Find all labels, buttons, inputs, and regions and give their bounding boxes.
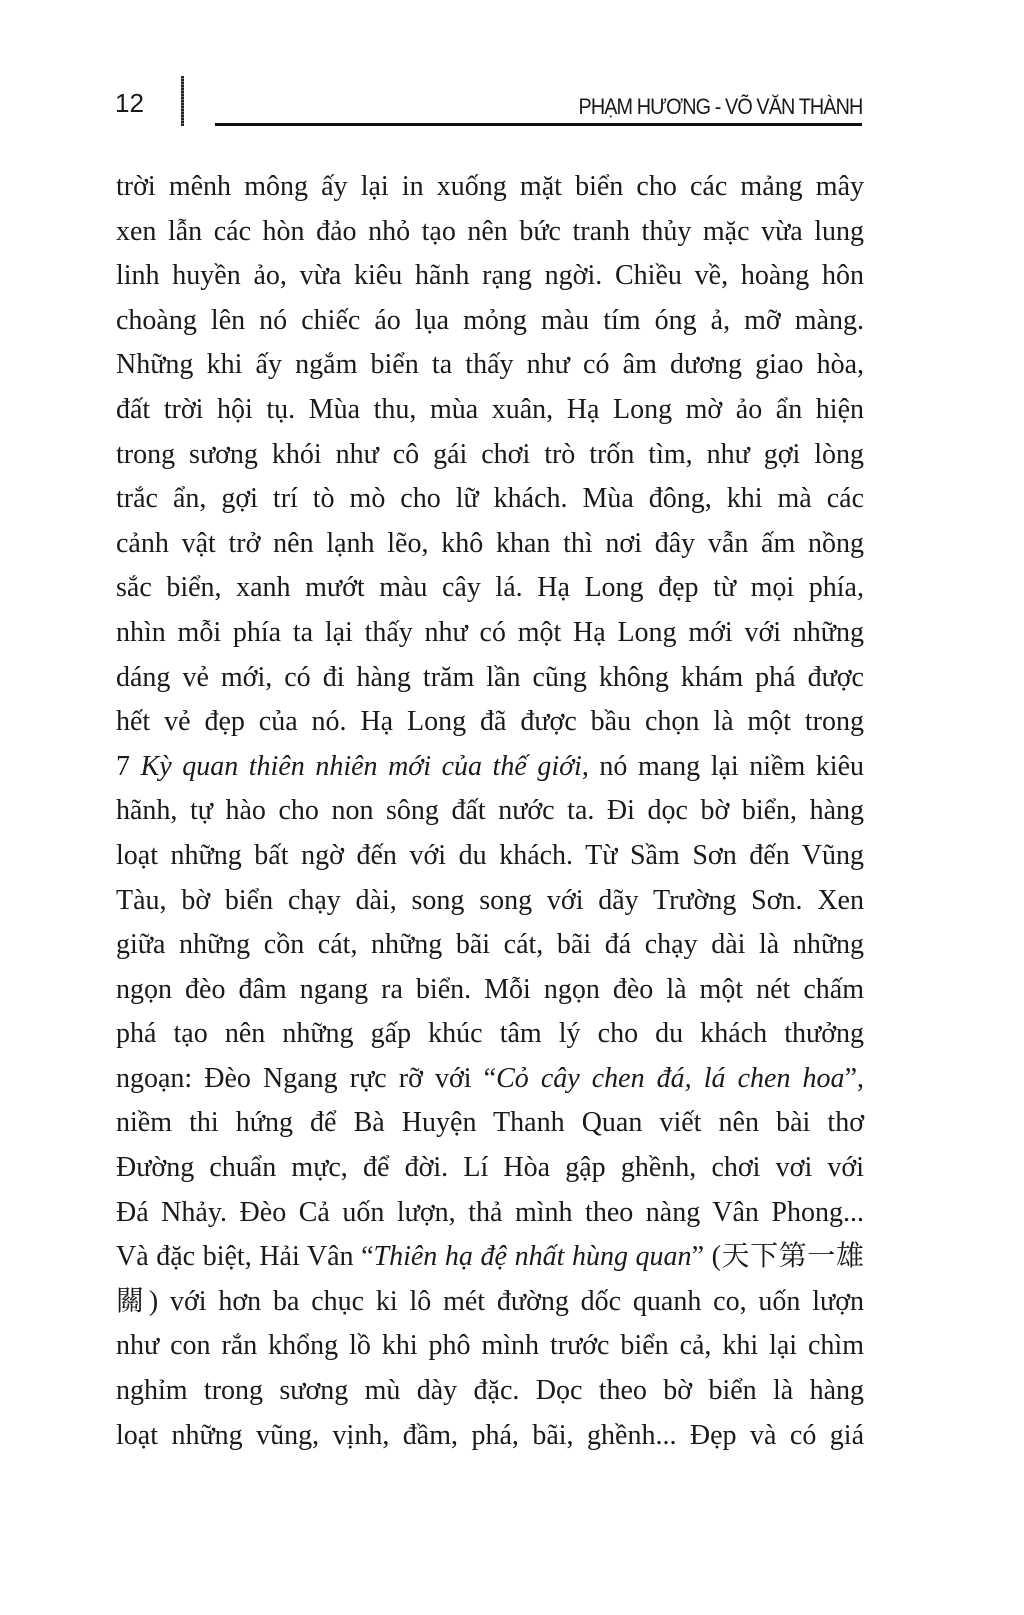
text-segment: choàng lên nó chiếc áo lụa mỏng màu tím óng ả, mỡ màng. xyxy=(116,304,864,336)
text-segment: ngọn đèo đâm ngang ra biển. Mỗi ngọn đèo là một nét chấm xyxy=(116,973,864,1005)
text-segment: hãnh, tự hào cho non sông đất nước ta. Đi dọc bờ biển, hàng xyxy=(116,795,864,827)
text-line xyxy=(116,789,864,834)
text-line xyxy=(116,343,864,388)
text-segment: nhìn mỗi phía ta lại thấy như có một Hạ Long mới với những xyxy=(116,616,864,648)
text-segment: ”, xyxy=(844,1062,864,1094)
header-rule xyxy=(215,123,862,126)
italic-text: Kỳ quan thiên nhiên mới của thế giới xyxy=(140,750,582,782)
text-line xyxy=(116,165,864,210)
text-segment: Và đặc biệt, Hải Vân “ xyxy=(116,1241,374,1273)
text-line xyxy=(116,522,864,567)
text-line xyxy=(116,611,864,656)
text-segment: loạt những bất ngờ đến với du khách. Từ Sầm Sơn đến Vũng xyxy=(116,839,864,871)
text-line xyxy=(116,1012,864,1057)
body-text xyxy=(116,165,864,1458)
text-line xyxy=(116,1146,864,1191)
page-number: 12 xyxy=(115,88,144,118)
text-line xyxy=(116,1369,864,1414)
text-line xyxy=(116,1191,864,1236)
header-divider xyxy=(181,76,184,126)
text-segment: Tàu, bờ biển chạy dài, song song với dãy Trường Sơn. Xen xyxy=(116,884,864,916)
text-line xyxy=(116,1057,864,1102)
italic-text: Cỏ cây chen đá, lá chen hoa xyxy=(496,1062,845,1094)
text-segment: đất trời hội tụ. Mùa thu, mùa xuân, Hạ Long mờ ảo ẩn hiện xyxy=(116,393,864,425)
text-line xyxy=(116,968,864,1013)
text-segment: xen lẫn các hòn đảo nhỏ tạo nên bức tranh thủy mặc vừa lung xyxy=(116,215,864,247)
text-segment: Đá Nhảy. Đèo Cả uốn lượn, thả mình theo nàng Vân Phong... xyxy=(116,1196,864,1228)
text-segment: ngoạn: Đèo Ngang rực rỡ với “ xyxy=(116,1062,497,1094)
text-line xyxy=(116,834,864,879)
text-segment: cảnh vật trở nên lạnh lẽo, khô khan thì nơi đây vẫn ấm nồng xyxy=(116,527,864,559)
text-segment: hết vẻ đẹp của nó. Hạ Long đã được bầu chọn là một trong xyxy=(116,706,864,738)
text-line xyxy=(116,879,864,924)
text-line xyxy=(116,1101,864,1146)
text-segment: 7 xyxy=(116,750,141,782)
text-line xyxy=(116,299,864,344)
text-line xyxy=(116,477,864,522)
text-segment: Những khi ấy ngắm biển ta thấy như có âm dương giao hòa, xyxy=(116,349,864,381)
text-line xyxy=(116,1235,864,1280)
text-segment: trời mênh mông ấy lại in xuống mặt biển cho các mảng mây xyxy=(116,171,864,202)
text-line xyxy=(116,254,864,299)
text-segment: 關) với hơn ba chục ki lô mét đường dốc quanh co, uốn lượn xyxy=(116,1285,864,1317)
text-line xyxy=(116,1280,864,1325)
text-line xyxy=(116,1324,864,1369)
text-line xyxy=(116,745,864,790)
text-segment: loạt những vũng, vịnh, đầm, phá, bãi, ghềnh... Đẹp và có giá xyxy=(116,1419,864,1451)
text-segment: trắc ẩn, gợi trí tò mò cho lữ khách. Mùa đông, khi mà các xyxy=(116,483,864,515)
text-segment: ” (天下第一雄 xyxy=(691,1241,864,1273)
text-segment: linh huyền ảo, vừa kiêu hãnh rạng ngời. Chiều về, hoàng hôn xyxy=(116,260,864,292)
text-segment: giữa những cồn cát, những bãi cát, bãi đá chạy dài là những xyxy=(116,929,864,961)
running-header-title: PHẠM HƯƠNG - VÕ VĂN THÀNH xyxy=(578,94,862,119)
text-line xyxy=(116,923,864,968)
text-segment: , nó mang lại niềm kiêu xyxy=(581,750,864,782)
text-segment: trong sương khói như cô gái chơi trò trốn tìm, như gợi lòng xyxy=(116,438,864,470)
text-line xyxy=(116,656,864,701)
text-segment: nghỉm trong sương mù dày đặc. Dọc theo bờ biển là hàng xyxy=(116,1375,864,1407)
text-segment: niềm thi hứng để Bà Huyện Thanh Quan viết nên bài thơ xyxy=(116,1107,864,1139)
text-line xyxy=(116,210,864,255)
text-line xyxy=(116,700,864,745)
text-segment: Đường chuẩn mực, để đời. Lí Hòa gập ghềnh, chơi vơi với xyxy=(116,1152,864,1184)
text-line xyxy=(116,1414,864,1459)
text-line xyxy=(116,388,864,433)
text-segment: như con rắn khổng lồ khi phô mình trước biển cả, khi lại chìm xyxy=(116,1330,864,1362)
text-segment: sắc biển, xanh mướt màu cây lá. Hạ Long đẹp từ mọi phía, xyxy=(116,572,864,604)
text-line xyxy=(116,433,864,478)
text-segment: phá tạo nên những gấp khúc tâm lý cho du khách thưởng xyxy=(116,1018,864,1050)
text-segment: dáng vẻ mới, có đi hàng trăm lần cũng không khám phá được xyxy=(116,661,864,693)
italic-text: Thiên hạ đệ nhất hùng quan xyxy=(373,1241,692,1273)
text-line xyxy=(116,566,864,611)
